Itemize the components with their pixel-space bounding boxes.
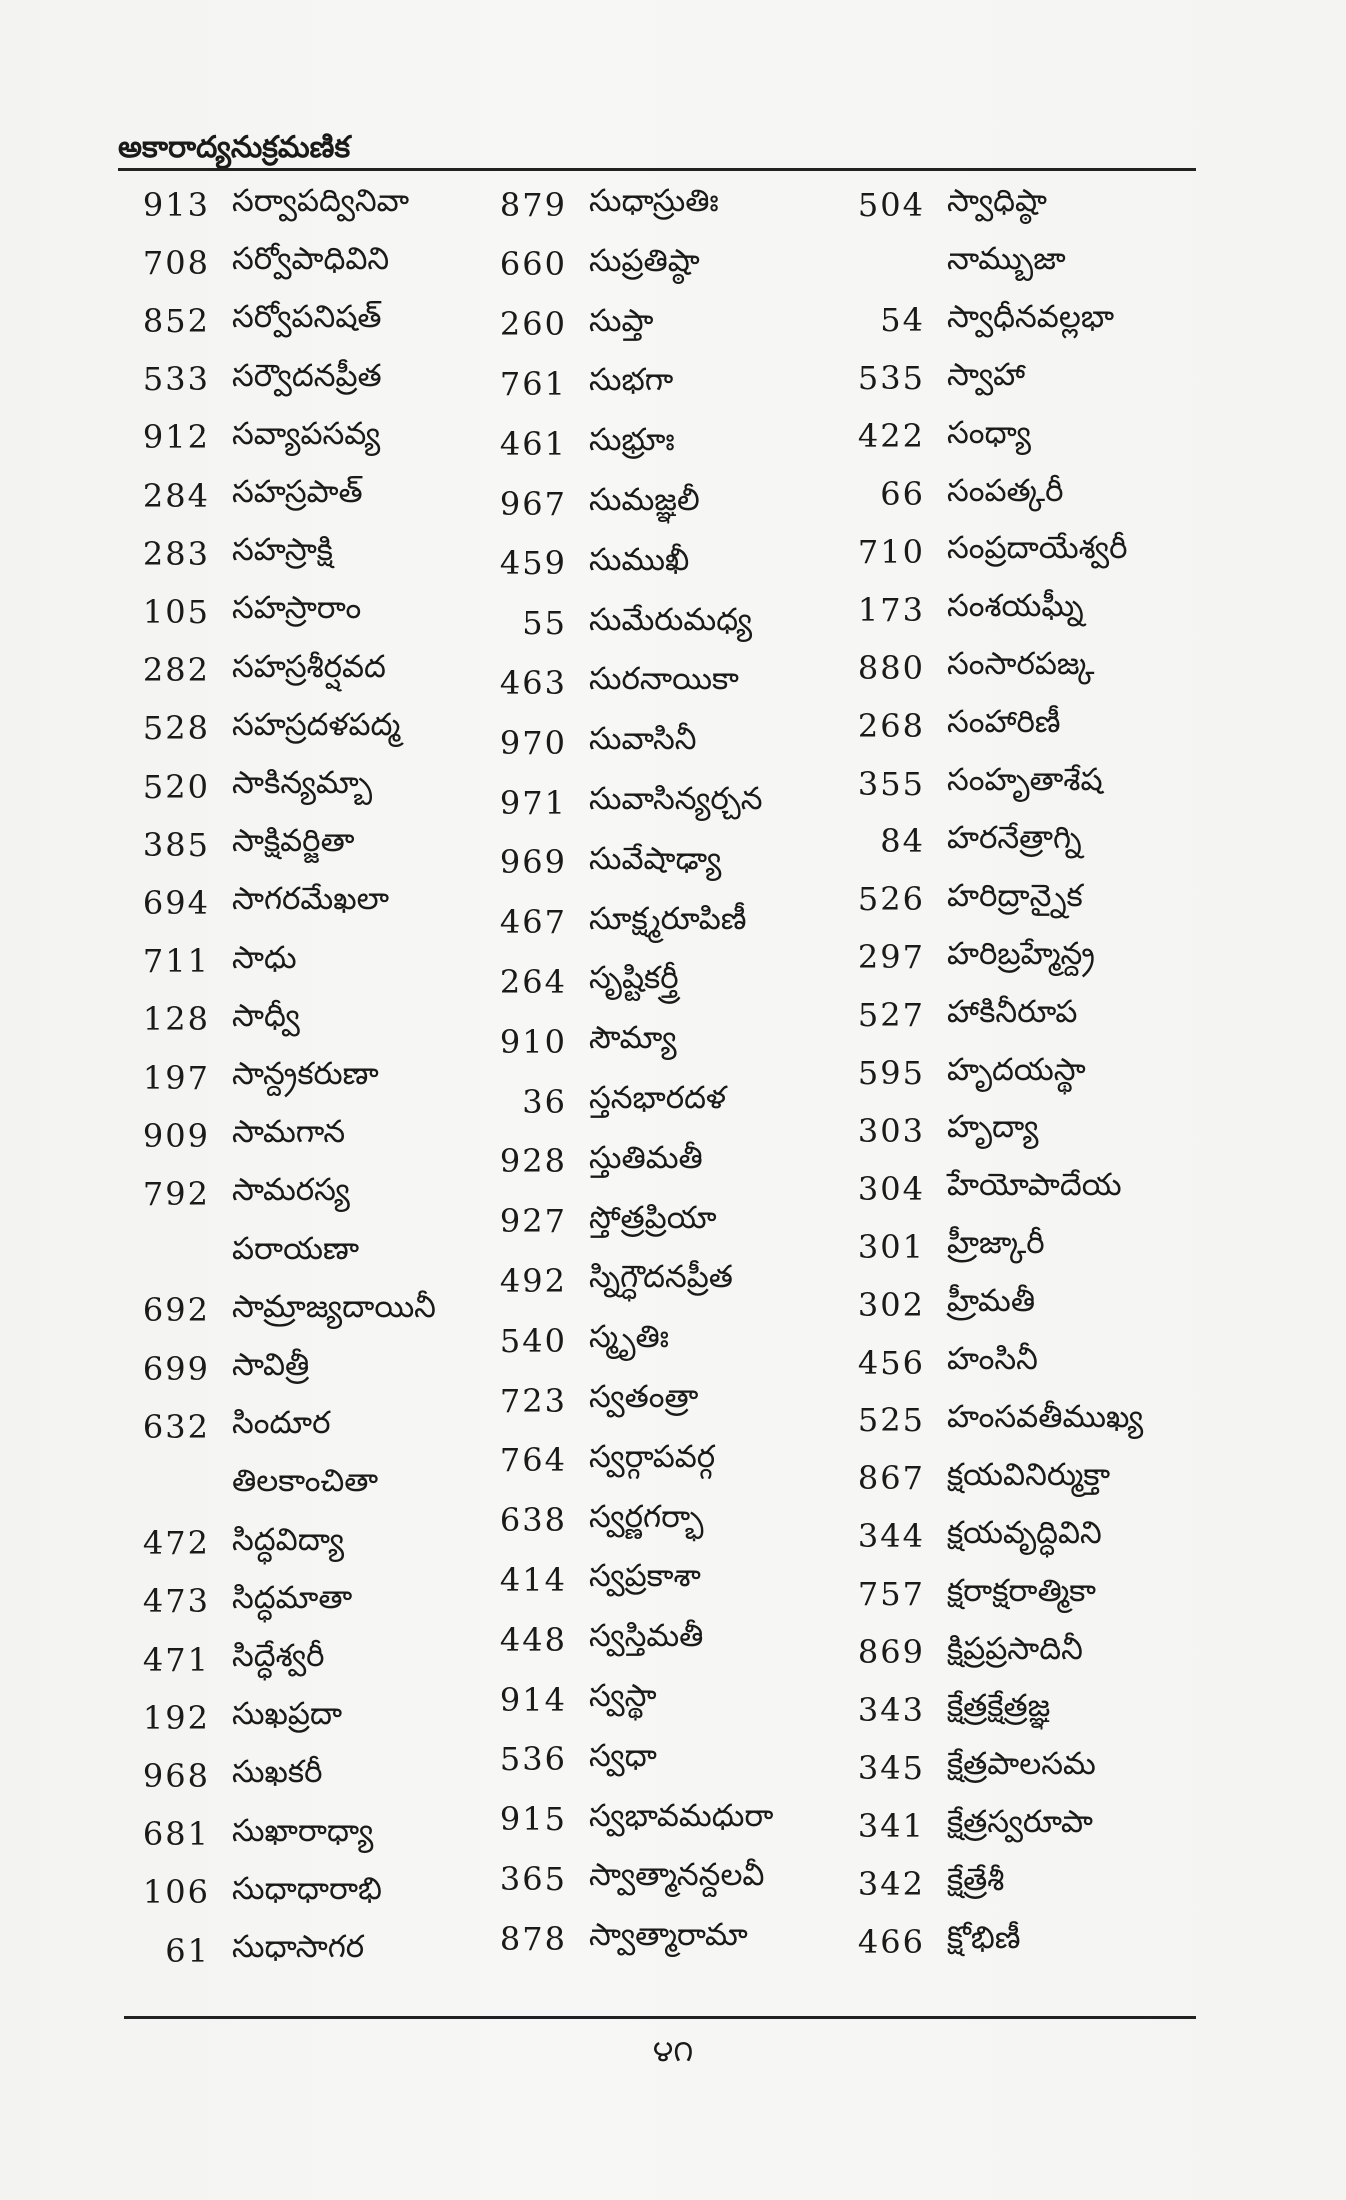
entry-name: సవ్యాపసవ్య bbox=[232, 415, 381, 452]
entry-number: 527 bbox=[857, 996, 925, 1035]
entry-name: క్షేత్రక్షేత్రజ్ఞ bbox=[947, 1688, 1051, 1725]
index-entry bbox=[140, 765, 372, 815]
entry-name: సాకిన్యమ్బా bbox=[232, 765, 373, 801]
entry-number: 757 bbox=[857, 1575, 925, 1614]
entry-number: 595 bbox=[857, 1054, 925, 1092]
index-entry bbox=[497, 362, 673, 412]
entry-name: సువాసినీ bbox=[589, 721, 697, 758]
entry-name: సహస్రశీర్షవద bbox=[232, 648, 386, 685]
index-entry bbox=[140, 416, 380, 466]
entry-number: 792 bbox=[142, 1174, 210, 1213]
index-entry bbox=[855, 936, 1095, 986]
entry-name: సుముఖీ bbox=[589, 541, 690, 578]
index-entry bbox=[497, 1200, 717, 1250]
entry-name: హంసినీ bbox=[947, 1341, 1038, 1377]
entry-number: 699 bbox=[142, 1349, 210, 1388]
index-entry bbox=[855, 1399, 1143, 1449]
entry-name: స్వప్రకాశా bbox=[589, 1558, 701, 1595]
index-entry bbox=[140, 881, 389, 931]
entry-name: సృష్టికర్త్రీ bbox=[589, 960, 679, 997]
entry-name: స్వధా bbox=[589, 1737, 657, 1774]
entry-name: సుమజ్ఞలీ bbox=[589, 482, 700, 518]
index-entry bbox=[140, 1522, 344, 1572]
entry-name: స్తుతిమతీ bbox=[589, 1139, 703, 1176]
index-entry bbox=[855, 183, 1047, 233]
index-entry bbox=[140, 649, 386, 699]
entry-number: 106 bbox=[142, 1873, 210, 1912]
entry-number: 913 bbox=[142, 185, 210, 224]
entry-name: క్షేత్రపాలసమ bbox=[947, 1746, 1096, 1783]
entry-number: 492 bbox=[499, 1261, 567, 1300]
index-entry bbox=[140, 299, 382, 349]
index-entry bbox=[140, 1231, 359, 1281]
entry-number: 910 bbox=[499, 1022, 567, 1061]
entry-number: 36 bbox=[522, 1082, 567, 1121]
entry-name: సిద్ధవిద్యా bbox=[232, 1521, 345, 1558]
entry-name: హృద్యా bbox=[947, 1109, 1039, 1146]
entry-number: 852 bbox=[142, 301, 210, 340]
entry-name: స్వతంత్రా bbox=[589, 1379, 699, 1415]
index-entry bbox=[497, 602, 752, 652]
index-entry bbox=[855, 241, 1066, 291]
entry-number: 878 bbox=[499, 1919, 567, 1958]
entry-number: 260 bbox=[499, 305, 567, 344]
entry-name: సుధాసాగర bbox=[232, 1929, 365, 1965]
index-entry bbox=[140, 1696, 342, 1746]
index-entry bbox=[140, 183, 409, 233]
index-entry bbox=[140, 358, 382, 408]
entry-number: 535 bbox=[857, 359, 925, 398]
entry-number: 928 bbox=[499, 1142, 567, 1181]
index-entry bbox=[140, 590, 361, 640]
entry-number: 912 bbox=[142, 418, 210, 457]
entry-name: హేయోపాదేయ bbox=[947, 1167, 1122, 1204]
entry-name: హ్రీజ్కారీ bbox=[947, 1225, 1045, 1262]
index-entry bbox=[497, 1738, 657, 1788]
entry-name: సాక్షివర్జితా bbox=[232, 823, 355, 860]
index-entry bbox=[855, 473, 1064, 523]
entry-name: సుఖప్రదా bbox=[232, 1696, 343, 1733]
entry-name: సామ్రాజ్యదాయినీ bbox=[232, 1288, 436, 1325]
entry-number: 192 bbox=[142, 1698, 210, 1737]
entry-name: క్షేత్రేశీ bbox=[947, 1862, 1005, 1899]
index-entry bbox=[855, 1920, 1020, 1970]
entry-number: 55 bbox=[522, 604, 567, 643]
entry-name: సహస్రాక్షి bbox=[232, 532, 333, 569]
index-entry bbox=[855, 1457, 1110, 1507]
index-entry bbox=[855, 994, 1077, 1044]
entry-number: 463 bbox=[499, 663, 567, 702]
entry-name: సౌమ్యా bbox=[589, 1020, 677, 1057]
index-entry bbox=[497, 781, 763, 831]
entry-number: 915 bbox=[499, 1800, 567, 1839]
index-entry bbox=[140, 1347, 309, 1397]
index-entry bbox=[855, 1573, 1096, 1623]
entry-number: 909 bbox=[142, 1116, 210, 1155]
index-entry bbox=[855, 1052, 1086, 1102]
index-column-3 bbox=[855, 0, 1215, 2000]
index-entry bbox=[497, 183, 719, 233]
entry-name: సుప్రతిష్ఠా bbox=[589, 242, 700, 279]
index-entry bbox=[497, 960, 679, 1010]
entry-name: క్షిప్రప్రసాదినీ bbox=[947, 1630, 1083, 1667]
index-entry bbox=[497, 721, 697, 771]
entry-number: 66 bbox=[880, 475, 925, 513]
entry-name: సాధ్వీ bbox=[232, 997, 300, 1034]
entry-name: సుఖకరీ bbox=[232, 1754, 323, 1791]
entry-number: 341 bbox=[857, 1806, 925, 1845]
index-entry bbox=[855, 1341, 1038, 1391]
entry-name: స్వాత్మారామా bbox=[589, 1917, 748, 1954]
index-entry bbox=[855, 299, 1114, 349]
index-entry bbox=[497, 1857, 764, 1907]
index-entry bbox=[140, 1114, 345, 1164]
index-entry bbox=[140, 1813, 373, 1863]
index-entry bbox=[855, 1283, 1035, 1333]
index-entry bbox=[855, 1688, 1050, 1738]
entry-number: 970 bbox=[499, 723, 567, 762]
entry-name: సుభ్రూః bbox=[589, 422, 675, 459]
entry-number: 461 bbox=[499, 424, 567, 463]
entry-name: సురనాయికా bbox=[589, 661, 739, 698]
entry-number: 448 bbox=[499, 1620, 567, 1659]
index-entry bbox=[855, 704, 1061, 754]
entry-name: తిలకాంచితా bbox=[232, 1463, 379, 1500]
index-entry bbox=[497, 1917, 748, 1967]
page-number: ౪౧ bbox=[652, 2034, 694, 2069]
entry-number: 84 bbox=[880, 822, 925, 861]
entry-name: స్తనభారదళ bbox=[589, 1080, 727, 1116]
entry-name: స్మృతిః bbox=[589, 1319, 669, 1356]
index-entry bbox=[497, 1558, 701, 1608]
entry-number: 282 bbox=[142, 651, 210, 690]
index-entry bbox=[497, 841, 721, 891]
index-entry bbox=[497, 542, 689, 592]
entry-number: 302 bbox=[857, 1285, 925, 1324]
index-entry bbox=[497, 482, 700, 532]
entry-number: 466 bbox=[857, 1922, 925, 1961]
entry-name: సర్వౌదనప్రీత bbox=[232, 357, 382, 394]
index-entry bbox=[497, 1439, 715, 1489]
entry-name: సూక్ష్మరూపిణీ bbox=[589, 900, 747, 937]
index-entry bbox=[140, 940, 297, 990]
entry-name: సర్వాపద్వినివా bbox=[232, 183, 410, 219]
entry-name: స్వస్తిమతీ bbox=[589, 1618, 704, 1655]
entry-name: సుభగా bbox=[589, 362, 674, 399]
entry-name: సహస్రారాం bbox=[232, 590, 362, 627]
entry-number: 723 bbox=[499, 1381, 567, 1420]
entry-name: సంధ్యా bbox=[947, 414, 1031, 451]
index-entry bbox=[497, 1499, 704, 1549]
entry-number: 927 bbox=[499, 1202, 567, 1241]
entry-name: సిందూర bbox=[232, 1405, 331, 1442]
index-entry bbox=[855, 588, 1084, 638]
entry-number: 344 bbox=[857, 1517, 925, 1556]
entry-number: 526 bbox=[857, 880, 925, 919]
entry-name: స్వాధీనవల్లభా bbox=[947, 298, 1115, 335]
entry-number: 471 bbox=[142, 1640, 210, 1679]
entry-number: 533 bbox=[142, 360, 210, 399]
entry-number: 681 bbox=[142, 1815, 210, 1854]
entry-name: హాకినీరూప bbox=[947, 993, 1078, 1030]
entry-name: సావిత్రీ bbox=[232, 1347, 310, 1383]
entry-number: 525 bbox=[857, 1401, 925, 1440]
entry-number: 694 bbox=[142, 883, 210, 922]
entry-number: 283 bbox=[142, 534, 210, 573]
index-entry bbox=[855, 1862, 1004, 1912]
index-entry bbox=[497, 1678, 657, 1728]
index-entry bbox=[140, 1871, 382, 1921]
entry-number: 345 bbox=[857, 1748, 925, 1787]
entry-name: సుధాస్రుతిః bbox=[589, 183, 719, 219]
entry-number: 173 bbox=[857, 590, 925, 629]
entry-name: స్వభావమధురా bbox=[589, 1797, 774, 1834]
entry-name: సిద్ధమాతా bbox=[232, 1579, 353, 1616]
index-entry bbox=[140, 1172, 350, 1222]
entry-number: 268 bbox=[857, 706, 925, 745]
entry-name: స్వాహా bbox=[947, 356, 1026, 393]
entry-name: పరాయణా bbox=[232, 1230, 360, 1267]
entry-name: స్వర్గాపవర్గ bbox=[589, 1438, 716, 1475]
index-entry bbox=[855, 1631, 1083, 1681]
index-entry bbox=[140, 241, 389, 291]
entry-number: 105 bbox=[142, 592, 210, 631]
index-entry bbox=[855, 1515, 1102, 1565]
index-entry bbox=[140, 1929, 364, 1979]
entry-number: 867 bbox=[857, 1459, 925, 1498]
entry-name: సాధు bbox=[232, 939, 297, 976]
index-entry bbox=[497, 1140, 703, 1190]
entry-number: 540 bbox=[499, 1321, 567, 1360]
entry-name: హ్రీమతీ bbox=[947, 1283, 1036, 1320]
entry-name: హంసవతీముఖ్య bbox=[947, 1398, 1144, 1435]
entry-name: నామ్బుజా bbox=[947, 240, 1066, 277]
entry-number: 711 bbox=[142, 942, 210, 981]
entry-name: సంప్రదాయేశ్వరీ bbox=[947, 530, 1128, 567]
entry-number: 342 bbox=[857, 1864, 925, 1903]
entry-number: 968 bbox=[142, 1756, 210, 1795]
index-column-2 bbox=[497, 0, 857, 2000]
entry-name: హృదయస్థా bbox=[947, 1051, 1086, 1088]
index-entry bbox=[140, 1056, 379, 1106]
entry-name: సంసారపజ్క bbox=[947, 646, 1095, 683]
entry-name: క్షేత్రస్వరూపా bbox=[947, 1804, 1094, 1841]
entry-number: 764 bbox=[499, 1441, 567, 1480]
entry-number: 284 bbox=[142, 476, 210, 515]
entry-number: 632 bbox=[142, 1407, 210, 1446]
index-entry bbox=[497, 1379, 698, 1429]
entry-name: సుమేరుమధ్య bbox=[589, 601, 753, 638]
entry-number: 456 bbox=[857, 1343, 925, 1382]
index-entry bbox=[497, 1080, 726, 1130]
entry-number: 967 bbox=[499, 484, 567, 523]
index-entry bbox=[497, 243, 700, 293]
entry-number: 303 bbox=[857, 1111, 925, 1150]
entry-name: సర్వోపాధివిని bbox=[232, 241, 390, 278]
entry-name: స్వస్థా bbox=[589, 1678, 657, 1714]
entry-number: 971 bbox=[499, 783, 567, 822]
entry-number: 128 bbox=[142, 1000, 210, 1039]
entry-number: 504 bbox=[857, 185, 925, 224]
entry-name: క్షరాక్షరాత్మికా bbox=[947, 1572, 1096, 1609]
entry-name: స్వాత్మానన్దలవీ bbox=[589, 1857, 765, 1894]
index-entry bbox=[855, 1746, 1096, 1796]
entry-number: 879 bbox=[499, 185, 567, 224]
index-entry bbox=[497, 1020, 677, 1070]
entry-number: 536 bbox=[499, 1740, 567, 1779]
entry-name: సువాసిన్యర్చన bbox=[589, 781, 763, 817]
entry-name: సంపత్కరీ bbox=[947, 472, 1064, 509]
entry-number: 880 bbox=[857, 648, 925, 687]
entry-name: స్తోత్రప్రియా bbox=[589, 1199, 717, 1236]
entry-name: సామరస్య bbox=[232, 1172, 350, 1209]
entry-number: 197 bbox=[142, 1058, 210, 1097]
entry-number: 473 bbox=[142, 1582, 210, 1621]
entry-name: సుధాధారాభి bbox=[232, 1870, 382, 1907]
entry-number: 692 bbox=[142, 1291, 210, 1330]
entry-number: 520 bbox=[142, 767, 210, 806]
entry-name: సర్వోపనిషత్ bbox=[232, 299, 382, 336]
index-entry bbox=[140, 1289, 436, 1339]
entry-name: హరిద్రాన్నైక bbox=[947, 877, 1083, 914]
index-entry bbox=[855, 1109, 1038, 1159]
entry-number: 472 bbox=[142, 1524, 210, 1563]
entry-name: సంహృతాశేష bbox=[947, 762, 1103, 798]
entry-number: 422 bbox=[857, 417, 925, 456]
index-entry bbox=[497, 661, 739, 711]
index-entry bbox=[855, 1804, 1093, 1854]
entry-name: సిద్ధేశ్వరీ bbox=[232, 1638, 325, 1674]
footer-rule bbox=[124, 2016, 1196, 2019]
entry-name: క్షయవినిర్ముక్తా bbox=[947, 1456, 1111, 1493]
index-entry bbox=[497, 1319, 669, 1369]
entry-number: 301 bbox=[857, 1227, 925, 1266]
entry-name: సువేషాఢ్యా bbox=[589, 840, 722, 877]
index-entry bbox=[497, 1259, 733, 1309]
index-entry bbox=[855, 1225, 1045, 1275]
index-entry bbox=[140, 823, 354, 873]
entry-number: 365 bbox=[499, 1859, 567, 1898]
index-entry bbox=[140, 707, 400, 757]
index-entry bbox=[855, 415, 1031, 465]
entry-number: 969 bbox=[499, 843, 567, 882]
entry-number: 708 bbox=[142, 243, 210, 282]
entry-name: స్నిగ్ధౌదనప్రీత bbox=[589, 1259, 733, 1296]
running-header: అకారాద్యనుక్రమణిక bbox=[118, 130, 351, 165]
index-entry bbox=[497, 422, 675, 472]
entry-number: 61 bbox=[165, 1931, 210, 1970]
index-entry bbox=[855, 1167, 1122, 1217]
index-entry bbox=[855, 762, 1103, 812]
index-entry bbox=[140, 532, 333, 582]
index-entry bbox=[497, 901, 746, 951]
index-entry bbox=[497, 1618, 703, 1668]
entry-name: సహస్రదళపద్మ bbox=[232, 706, 401, 743]
index-entry bbox=[140, 1754, 322, 1804]
entry-number: 710 bbox=[857, 532, 925, 571]
entry-number: 528 bbox=[142, 709, 210, 748]
index-entry bbox=[855, 878, 1083, 928]
entry-number: 914 bbox=[499, 1680, 567, 1719]
index-entry bbox=[855, 357, 1025, 407]
index-entry bbox=[855, 530, 1128, 580]
index-entry bbox=[140, 1463, 378, 1513]
index-column-1 bbox=[140, 0, 500, 2000]
entry-number: 297 bbox=[857, 938, 925, 977]
entry-name: హరనేత్రాగ్ని bbox=[947, 819, 1082, 856]
entry-number: 660 bbox=[499, 245, 567, 284]
entry-name: సాన్ద్రకరుణా bbox=[232, 1056, 379, 1092]
index-entry bbox=[140, 1580, 352, 1630]
entry-name: హరిబ్రహ్మేన్ద్ర bbox=[947, 935, 1095, 972]
index-entry bbox=[855, 646, 1095, 696]
entry-name: క్షోభిణీ bbox=[947, 1920, 1021, 1956]
entry-number: 304 bbox=[857, 1169, 925, 1208]
entry-name: సాగరమేఖలా bbox=[232, 881, 390, 918]
entry-number: 385 bbox=[142, 825, 210, 864]
entry-name: సంహారిణీ bbox=[947, 704, 1061, 741]
entry-name: సుప్తా bbox=[589, 302, 654, 339]
index-entry bbox=[497, 1798, 773, 1848]
entry-number: 761 bbox=[499, 364, 567, 403]
entry-number: 414 bbox=[499, 1560, 567, 1599]
entry-name: స్వాధిష్ఠా bbox=[947, 183, 1048, 219]
entry-number: 355 bbox=[857, 764, 925, 803]
entry-number: 459 bbox=[499, 544, 567, 583]
entry-number: 638 bbox=[499, 1501, 567, 1540]
entry-number: 869 bbox=[857, 1633, 925, 1671]
entry-name: సామగాన bbox=[232, 1114, 346, 1151]
index-entry bbox=[497, 303, 653, 353]
entry-name: స్వర్ణగర్భా bbox=[589, 1498, 704, 1535]
index-entry bbox=[140, 1638, 325, 1688]
entry-name: సంశయఘ్నీ bbox=[947, 588, 1084, 625]
entry-number: 343 bbox=[857, 1690, 925, 1729]
index-entry bbox=[140, 1405, 330, 1455]
entry-number: 467 bbox=[499, 903, 567, 942]
index-entry bbox=[140, 474, 363, 524]
entry-name: సహస్రపాత్ bbox=[232, 474, 363, 510]
index-entry bbox=[855, 820, 1082, 870]
entry-number: 54 bbox=[880, 301, 925, 340]
index-entry bbox=[140, 998, 300, 1048]
entry-name: సుఖారాధ్యా bbox=[232, 1812, 374, 1849]
entry-number: 264 bbox=[499, 962, 567, 1001]
entry-name: క్షయవృద్ధివిని bbox=[947, 1514, 1102, 1551]
